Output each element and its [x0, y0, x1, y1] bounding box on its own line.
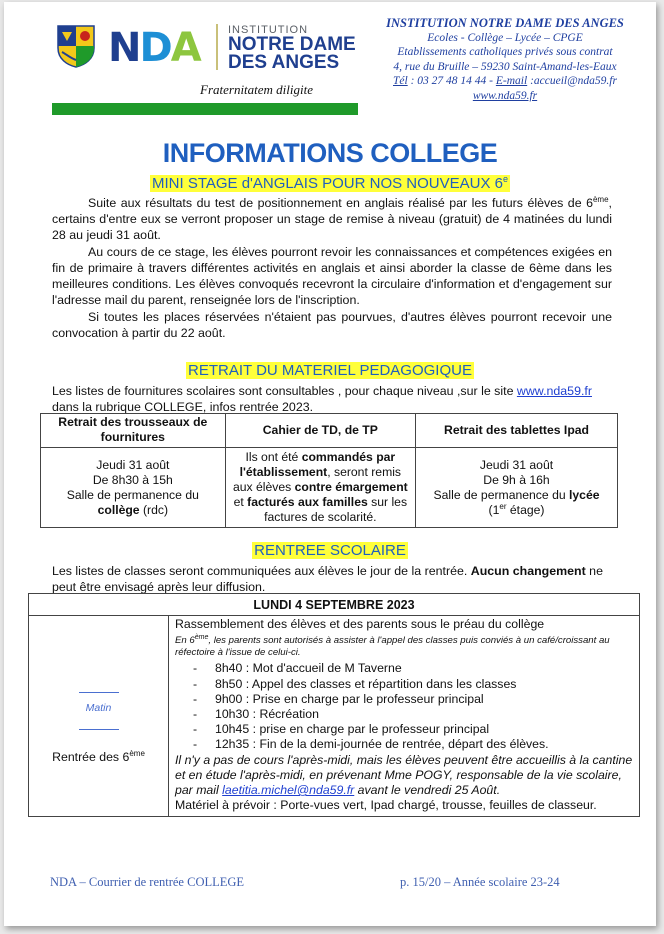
list-item: - 12h35 : Fin de la demi-journée de rentrée, départ des élèves. — [193, 737, 633, 752]
institution-info — [378, 16, 632, 103]
table-header-row — [41, 414, 618, 448]
rentree-6e-label: Rentrée des 6ème — [52, 748, 145, 764]
footer-right: p. 15/20 – Année scolaire 23-24 — [400, 875, 560, 889]
section-material-heading: RETRAIT DU MATERIEL PEDAGOGIQUE — [188, 362, 472, 379]
section-english-body — [52, 195, 612, 341]
logo-divider — [216, 24, 218, 70]
material-needed: Matériel à prévoir : Porte-vues vert, Ipad chargé, trousse, feuilles de classeur. — [175, 798, 597, 813]
material-table — [40, 413, 618, 528]
matin-label: Matin — [85, 702, 112, 714]
material-intro: Les listes de fournitures scolaires sont consultables , pour chaque niveau ,sur le site www.nda59.fr dans la rubrique COLLEGE, infos rentrée 2023. — [52, 384, 592, 414]
list-item: - 8h50 : Appel des classes et répartition dans les classes — [193, 677, 633, 692]
table-header: Retrait des tablettes Ipad — [416, 414, 618, 448]
table-cell-supplies: Jeudi 31 août De 8h30 à 15h Salle de permanence du collège (rdc) — [41, 448, 226, 528]
motto: Fraternitatem diligite — [200, 82, 314, 97]
header-green-bar — [52, 103, 358, 115]
parents-note: En 6ème, les parents sont autorisés à assister à l'appel des classes puis conviés à un café/croissant au réfectoire à l'issue de celui-ci. — [175, 634, 610, 659]
rentree-schedule — [28, 593, 640, 817]
email-label: E-mail — [495, 75, 528, 87]
schedule-left-cell — [29, 616, 169, 816]
document-page — [4, 2, 656, 926]
footer-left: NDA – Courrier de rentrée COLLEGE — [50, 875, 245, 889]
english-paragraph-3: Si toutes les places réservées n'étaient pas pourvues, d'autres élèves pourront recevoir une convocation à partir du 22 août. — [52, 310, 612, 340]
tel-label: Tél — [393, 75, 408, 87]
email-value[interactable]: :accueil@nda59.fr — [527, 75, 617, 87]
list-item: - 10h45 : prise en charge par le professeur principal — [193, 722, 633, 737]
gathering-text: Rassemblement des élèves et des parents sous le préau du collège — [175, 617, 545, 631]
coat-of-arms-icon — [56, 24, 96, 68]
schedule-details — [169, 616, 639, 816]
institution-address: 4, rue du Bruille – 59230 Saint-Amand-les-Eaux — [393, 60, 617, 73]
list-item: - 10h30 : Récréation — [193, 707, 633, 722]
list-item: - 9h00 : Prise en charge par le professeur principal — [193, 692, 633, 707]
list-item: - 8h40 : Mot d'accueil de M Taverne — [193, 661, 633, 676]
table-cell-workbooks: Ils ont été commandés par l'établissement, seront remis aux élèves contre émargement et facturés aux familles sur les factures de scolarité. — [225, 448, 415, 528]
institution-title: INSTITUTION NOTRE DAME DES ANGES — [386, 16, 624, 30]
institution-status: Etablissements catholiques privés sous contrat — [397, 46, 613, 58]
tel-value: : 03 27 48 14 44 - — [407, 75, 496, 87]
page-title: INFORMATIONS COLLEGE — [162, 138, 498, 168]
table-cell-ipad: Jeudi 31 août De 9h à 16h Salle de permanence du lycée (1er étage) — [416, 448, 618, 528]
logo-institution-label: INSTITUTION — [228, 24, 309, 36]
schedule-date: LUNDI 4 SEPTEMBRE 2023 — [28, 593, 640, 615]
table-row — [41, 448, 618, 528]
afternoon-note: Il n'y a pas de cours l'après-midi, mais les élèves peuvent être accueillis à la cantine et en étude l'après-midi, en prévenant Mme POGY, responsable de la vie scolaire, par mail laetitia.michel@nda59.fr avant le vendredi 25 Août. — [175, 752, 633, 798]
section-english-heading: MINI STAGE d'ANGLAIS POUR NOS NOUVEAUX 6e — [151, 174, 508, 192]
table-header: Retrait des trousseaux de fournitures — [41, 414, 226, 448]
email-link[interactable]: laetitia.michel@nda59.fr — [222, 783, 355, 798]
website-link[interactable]: www.nda59.fr — [472, 89, 538, 102]
matin-rule-top — [79, 692, 119, 693]
schedule-steps — [175, 661, 633, 752]
rentree-intro: Les listes de classes seront communiquées aux élèves le jour de la rentrée. Aucun changement ne peut être envisagé après leur diffusion. — [52, 564, 603, 594]
nda59-link[interactable]: www.nda59.fr — [516, 384, 592, 398]
table-header: Cahier de TD, de TP — [225, 414, 415, 448]
institution-levels: Ecoles - Collège – Lycée – CPGE — [427, 31, 583, 44]
english-paragraph-2: Au cours de ce stage, les élèves pourront revoir les connaissances et compétences exigées en fin de primaire à travers différentes activités en anglais et ainsi aborder la classe de 6ème dans les meilleures conditions. Les élèves convoqués recevront la circulaire d'information et d'engagement sur l'adresse mail du parent, renseignée lors de l'inscription. — [52, 245, 612, 307]
logo-name: NOTRE DAME DES ANGES — [228, 34, 356, 73]
english-paragraph-1: Suite aux résultats du test de positionnement en anglais réalisé par les futurs élèves de 6ème, certains d'entre eux se verront proposer un stage de remise à niveau (gratuit) de 4 matinées du lundi 28 au jeudi 31 août. — [52, 194, 612, 242]
schedule-row — [28, 615, 640, 817]
section-rentree-heading: RENTREE SCOLAIRE — [254, 542, 406, 559]
institution-contact — [378, 74, 632, 89]
matin-rule-bottom — [79, 729, 119, 730]
nda-logo: NDA — [108, 25, 200, 71]
